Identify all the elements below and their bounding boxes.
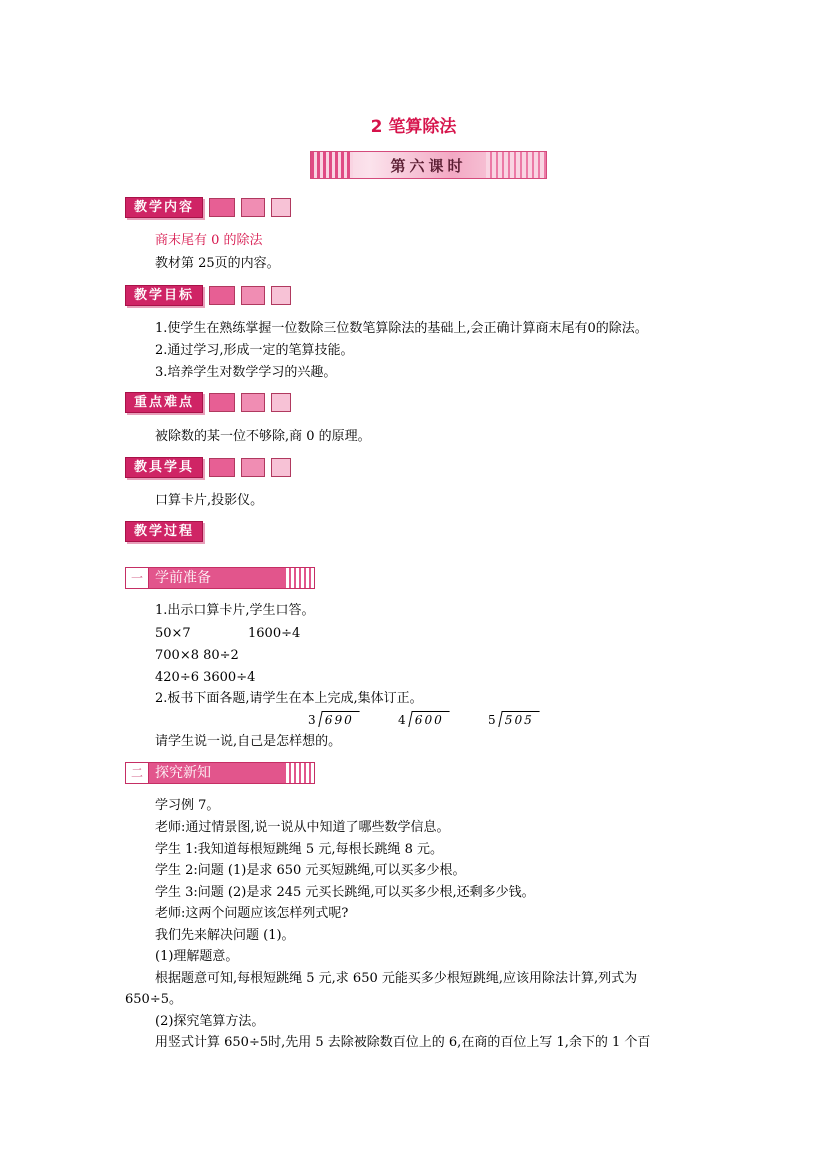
divisor: 3: [308, 713, 318, 727]
section-label: 教学内容: [125, 197, 203, 218]
subsection-label: 学前准备: [149, 568, 284, 588]
divisor: 4: [398, 713, 408, 727]
explore-line: 学生 3:问题 (2)是求 245 元买长跳绳,可以买多少根,还剩多少钱。: [155, 885, 535, 900]
explore-line: 老师:这两个问题应该怎样列式呢?: [155, 906, 349, 921]
decor-square: [271, 286, 291, 305]
oral-item: 1600÷4: [248, 626, 301, 641]
decor-square: [241, 393, 265, 412]
decor-square: [241, 198, 265, 217]
decor-square: [209, 198, 235, 217]
difficulty-line: 被除数的某一位不够除,商 0 的原理。: [155, 429, 371, 444]
content-line: 教材第 25页的内容。: [155, 256, 280, 271]
explore-line: 老师:通过情景图,说一说从中知道了哪些数学信息。: [155, 820, 450, 835]
explore-line: 我们先来解决问题 (1)。: [155, 928, 295, 943]
section-label: 教学目标: [125, 285, 203, 306]
decor-square: [271, 393, 291, 412]
oral-item: 700×8 80÷2: [155, 648, 239, 663]
subsection-bars: [284, 568, 314, 588]
explore-line: 学习例 7。: [155, 798, 220, 813]
prep-line: 2.板书下面各题,请学生在本上完成,集体订正。: [155, 691, 423, 706]
section-label: 教学过程: [125, 521, 203, 542]
goal-line: 3.培养学生对数学学习的兴趣。: [155, 365, 337, 380]
explore-line: 学生 2:问题 (1)是求 650 元买短跳绳,可以买多少根。: [155, 863, 466, 878]
prep-line: 1.出示口算卡片,学生口答。: [155, 603, 315, 618]
lesson-banner: [310, 151, 547, 179]
subsection-number: 一: [126, 568, 149, 588]
subsection-header-explore: [125, 762, 315, 784]
explore-line: 用竖式计算 650÷5时,先用 5 去除被除数百位上的 6,在商的百位上写 1,余下的 1 个百: [155, 1035, 651, 1050]
explore-line: 根据题意可知,每根短跳绳 5 元,求 650 元能买多少根短跳绳,应该用除法计算,列式为: [155, 971, 638, 986]
decor-square: [271, 458, 291, 477]
section-header-difficulty: [125, 393, 291, 412]
section-header-process: [125, 522, 203, 541]
explore-line: 学生 1:我知道每根短跳绳 5 元,每根长跳绳 8 元。: [155, 842, 443, 857]
decor-square: [271, 198, 291, 217]
subsection-bars: [284, 763, 314, 783]
dividend: 505: [498, 711, 539, 727]
page-title: 2 笔算除法: [370, 117, 457, 137]
section-label: 教具学具: [125, 457, 203, 478]
dividend: 690: [318, 711, 359, 727]
explore-line: 650÷5。: [125, 992, 182, 1007]
oral-item: 420÷6 3600÷4: [155, 670, 256, 685]
section-label: 重点难点: [125, 392, 203, 413]
tools-line: 口算卡片,投影仪。: [155, 493, 264, 508]
oral-item: 50×7: [155, 626, 191, 641]
long-division: [308, 711, 358, 727]
decor-square: [209, 458, 235, 477]
goal-line: 2.通过学习,形成一定的笔算技能。: [155, 343, 354, 358]
decor-square: [209, 286, 235, 305]
subsection-header-prep: [125, 567, 315, 589]
prep-line: 请学生说一说,自己是怎样想的。: [155, 734, 342, 749]
goal-line: 1.使学生在熟练掌握一位数除三位数笔算除法的基础上,会正确计算商末尾有0的除法。: [155, 321, 648, 336]
content-topic: 商末尾有 0 的除法: [155, 233, 263, 248]
subsection-label: 探究新知: [149, 763, 284, 783]
decor-square: [209, 393, 235, 412]
explore-line: (1)理解题意。: [155, 949, 239, 964]
section-header-goals: [125, 286, 291, 305]
section-header-tools: [125, 458, 291, 477]
divisor: 5: [488, 713, 498, 727]
dividend: 600: [408, 711, 449, 727]
decor-square: [241, 286, 265, 305]
explore-line: (2)探究笔算方法。: [155, 1014, 265, 1029]
decor-square: [241, 458, 265, 477]
long-division: [488, 711, 538, 727]
subsection-number: 二: [126, 763, 149, 783]
lesson-label: 第六课时: [390, 157, 467, 175]
long-division: [398, 711, 448, 727]
section-header-content: [125, 198, 291, 217]
